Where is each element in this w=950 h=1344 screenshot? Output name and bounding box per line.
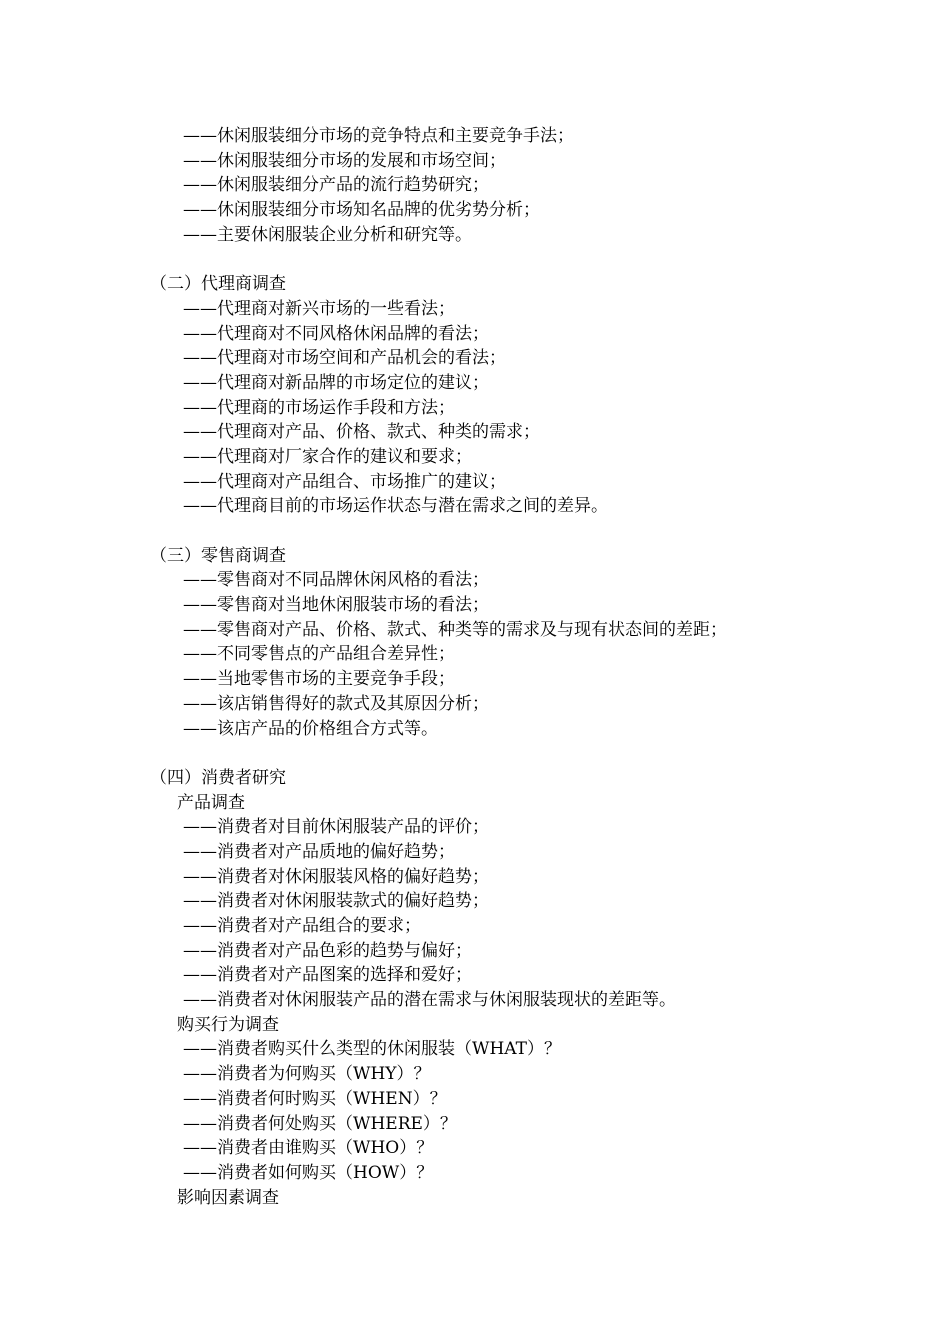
list-item: ——休闲服装细分市场的竞争特点和主要竞争手法； bbox=[183, 126, 574, 146]
list-item: ——休闲服装细分产品的流行趋势研究； bbox=[183, 175, 489, 196]
list-item: ——代理商对厂家合作的建议和要求； bbox=[183, 446, 472, 467]
list-item: ——该店产品的价格组合方式等。 bbox=[183, 718, 438, 739]
list-item: ——主要休闲服装企业分析和研究等。 bbox=[183, 224, 472, 245]
list-item: ——休闲服装细分市场知名品牌的优劣势分析； bbox=[183, 200, 540, 221]
document-page bbox=[0, 124, 950, 1210]
list-item: ——零售商对当地休闲服装市场的看法； bbox=[183, 595, 489, 616]
list-item: ——消费者对目前休闲服装产品的评价； bbox=[183, 817, 489, 838]
spacer bbox=[0, 741, 950, 766]
list-item: ——不同零售点的产品组合差异性； bbox=[183, 644, 455, 665]
section-heading: （三）零售商调查 bbox=[150, 545, 286, 566]
list-item: ——代理商对新兴市场的一些看法； bbox=[183, 298, 455, 319]
list-item: ——代理商对产品、价格、款式、种类的需求； bbox=[183, 422, 540, 443]
subsection-heading: 影响因素调查 bbox=[177, 1187, 279, 1208]
list-item: ——零售商对产品、价格、款式、种类等的需求及与现有状态间的差距； bbox=[183, 619, 727, 640]
section-consumer-research bbox=[0, 766, 950, 1210]
list-item: ——休闲服装细分市场的发展和市场空间； bbox=[183, 150, 506, 171]
section-continuation bbox=[0, 124, 950, 247]
section-retailer-survey bbox=[0, 544, 950, 742]
list-item: ——消费者对休闲服装产品的潜在需求与休闲服装现状的差距等。 bbox=[183, 990, 676, 1011]
list-item: ——消费者对产品质地的偏好趋势； bbox=[183, 841, 455, 862]
subsection-heading: 购买行为调查 bbox=[177, 1014, 279, 1035]
spacer bbox=[0, 247, 950, 272]
list-item: ——代理商对不同风格休闲品牌的看法； bbox=[183, 323, 489, 344]
list-item: ——代理商目前的市场运作状态与潜在需求之间的差异。 bbox=[183, 496, 608, 517]
list-item: ——零售商对不同品牌休闲风格的看法； bbox=[183, 570, 489, 591]
list-item: ——消费者由谁购买（WHO）？ bbox=[183, 1138, 434, 1159]
spacer bbox=[0, 519, 950, 544]
list-item: ——代理商对产品组合、市场推广的建议； bbox=[183, 471, 506, 492]
list-item: ——该店销售得好的款式及其原因分析； bbox=[183, 693, 489, 714]
list-item: ——消费者何处购买（WHERE）？ bbox=[183, 1113, 457, 1134]
section-agent-survey bbox=[0, 272, 950, 519]
list-item: ——消费者购买什么类型的休闲服装（WHAT）？ bbox=[183, 1039, 561, 1060]
list-item: ——消费者对产品图案的选择和爱好； bbox=[183, 965, 472, 986]
list-item: ——消费者如何购买（HOW）？ bbox=[183, 1162, 434, 1183]
list-item: ——消费者对产品组合的要求； bbox=[183, 916, 421, 936]
list-item: ——代理商对市场空间和产品机会的看法； bbox=[183, 348, 506, 369]
list-item: ——消费者为何购买（WHY）？ bbox=[183, 1064, 431, 1085]
list-item: ——消费者何时购买（WHEN）？ bbox=[183, 1088, 447, 1109]
subsection-heading: 产品调查 bbox=[177, 792, 245, 813]
list-item: ——消费者对休闲服装风格的偏好趋势； bbox=[183, 866, 489, 887]
list-item: ——当地零售市场的主要竞争手段； bbox=[183, 669, 455, 690]
list-item: ——代理商对新品牌的市场定位的建议； bbox=[183, 372, 489, 393]
list-item: ——消费者对休闲服装款式的偏好趋势； bbox=[183, 891, 489, 912]
list-item: ——消费者对产品色彩的趋势与偏好； bbox=[183, 940, 472, 961]
section-heading: （四）消费者研究 bbox=[150, 767, 286, 788]
list-item: ——代理商的市场运作手段和方法； bbox=[183, 397, 455, 418]
section-heading: （二）代理商调查 bbox=[150, 274, 286, 295]
